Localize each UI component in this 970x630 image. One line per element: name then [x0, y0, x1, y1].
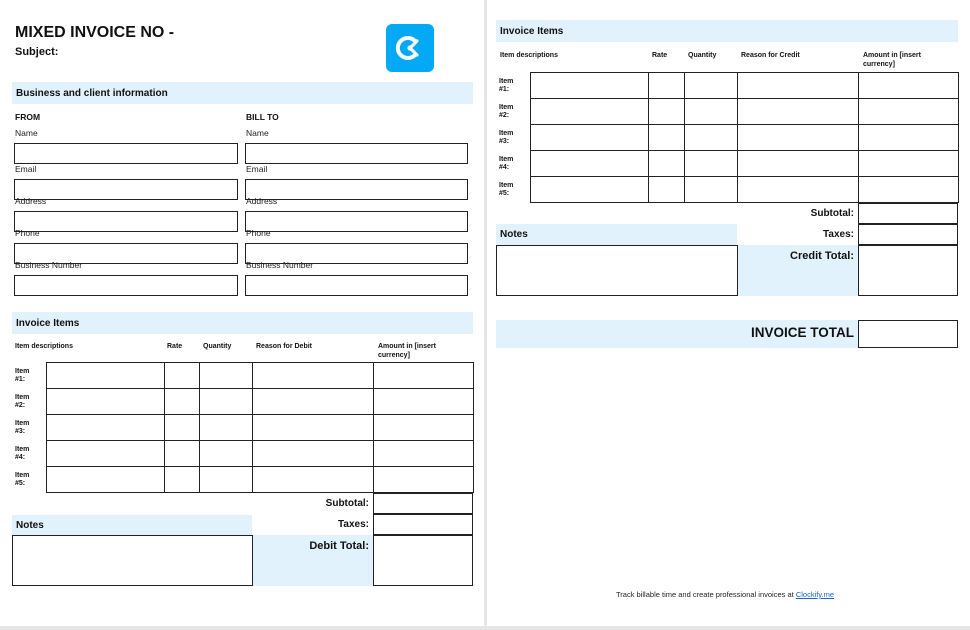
debit-notes-band: Notes [12, 515, 252, 535]
credit-item-label: Item #2: [499, 103, 514, 119]
from-email-field[interactable] [14, 179, 238, 200]
debit-notes-field[interactable] [12, 535, 253, 586]
debit-item-row [12, 467, 473, 493]
from-heading: FROM [15, 112, 41, 122]
credit-item-label: Item #3: [499, 129, 514, 145]
clockify-logo-icon [386, 24, 434, 72]
debit-item-label: Item #2: [15, 393, 30, 409]
credit-rate-cell[interactable] [648, 151, 684, 177]
credit-amount-cell[interactable] [858, 151, 958, 177]
credit-col-description: Item descriptions [500, 52, 558, 59]
debit-item-label: Item #4: [15, 445, 30, 461]
credit-quantity-cell[interactable] [684, 177, 737, 203]
credit-description-cell[interactable] [530, 125, 648, 151]
credit-reason-cell[interactable] [737, 177, 858, 203]
debit-rate-cell[interactable] [164, 363, 199, 389]
credit-description-cell[interactable] [530, 151, 648, 177]
credit-amount-cell[interactable] [858, 99, 958, 125]
debit-item-row [12, 363, 473, 389]
debit-col-description: Item descriptions [15, 343, 73, 350]
debit-total-field[interactable] [373, 535, 473, 586]
credit-quantity-cell[interactable] [684, 73, 737, 99]
from-phone-label: Phone [15, 228, 40, 238]
debit-rate-cell[interactable] [164, 415, 199, 441]
debit-rate-cell[interactable] [164, 441, 199, 467]
credit-item-row [496, 73, 958, 99]
credit-notes-band: Notes [496, 224, 737, 245]
debit-reason-cell[interactable] [252, 389, 373, 415]
bill-to-name-label: Name [246, 128, 269, 138]
credit-rate-cell[interactable] [648, 99, 684, 125]
debit-col-rate: Rate [167, 343, 183, 350]
from-email-label: Email [15, 164, 37, 174]
debit-item-row [12, 389, 473, 415]
credit-taxes-field[interactable] [858, 224, 958, 245]
credit-reason-cell[interactable] [737, 73, 858, 99]
page-bottom-edge [0, 626, 970, 630]
credit-total-label: Credit Total: [790, 250, 854, 262]
credit-reason-cell[interactable] [737, 125, 858, 151]
credit-rate-cell[interactable] [648, 125, 684, 151]
debit-description-cell[interactable] [46, 389, 164, 415]
debit-amount-cell[interactable] [373, 467, 473, 493]
credit-reason-cell[interactable] [737, 151, 858, 177]
debit-taxes-label: Taxes: [338, 519, 369, 530]
debit-amount-cell[interactable] [373, 363, 473, 389]
debit-items-band: Invoice Items [12, 312, 473, 334]
credit-notes-field[interactable] [496, 245, 738, 296]
debit-item-label: Item #3: [15, 419, 30, 435]
credit-items-table [496, 72, 959, 203]
credit-item-row [496, 125, 958, 151]
credit-rate-cell[interactable] [648, 73, 684, 99]
debit-amount-cell[interactable] [373, 441, 473, 467]
debit-description-cell[interactable] [46, 467, 164, 493]
debit-total-label: Debit Total: [309, 540, 369, 552]
debit-col-reason: Reason for Debit [256, 343, 313, 350]
credit-item-row [496, 151, 958, 177]
debit-quantity-cell[interactable] [199, 441, 252, 467]
credit-quantity-cell[interactable] [684, 151, 737, 177]
debit-taxes-field[interactable] [373, 514, 473, 535]
credit-description-cell[interactable] [530, 73, 648, 99]
debit-reason-cell[interactable] [252, 441, 373, 467]
credit-items-band: Invoice Items [496, 20, 958, 42]
credit-col-reason: Reason for Credit [741, 52, 800, 59]
debit-quantity-cell[interactable] [199, 467, 252, 493]
debit-amount-cell[interactable] [373, 415, 473, 441]
credit-amount-cell[interactable] [858, 73, 958, 99]
credit-col-rate: Rate [652, 52, 668, 59]
bill-to-name-field[interactable] [245, 143, 468, 164]
invoice-total-field[interactable] [858, 320, 958, 348]
debit-description-cell[interactable] [46, 441, 164, 467]
from-address-label: Address [15, 196, 47, 206]
from-name-field[interactable] [14, 143, 238, 164]
debit-col-quantity: Quantity [203, 343, 232, 350]
business-info-band: Business and client information [12, 82, 473, 104]
debit-rate-cell[interactable] [164, 467, 199, 493]
debit-item-label: Item #1: [15, 367, 30, 383]
credit-item-row [496, 177, 958, 203]
credit-item-label: Item #1: [499, 77, 514, 93]
debit-reason-cell[interactable] [252, 415, 373, 441]
debit-description-cell[interactable] [46, 363, 164, 389]
debit-quantity-cell[interactable] [199, 415, 252, 441]
debit-quantity-cell[interactable] [199, 389, 252, 415]
from-business-number-label: Business Number [15, 260, 83, 270]
credit-total-field[interactable] [858, 245, 958, 296]
clockify-link[interactable]: Clockify.me [795, 590, 835, 599]
debit-item-row [12, 441, 473, 467]
bill-to-business-number-label: Business Number [246, 260, 314, 270]
credit-taxes-label: Taxes: [823, 229, 854, 240]
bill-to-address-field[interactable] [245, 211, 468, 232]
debit-amount-cell[interactable] [373, 389, 473, 415]
credit-quantity-cell[interactable] [684, 99, 737, 125]
bill-to-business-number-field[interactable] [245, 275, 468, 296]
credit-item-label: Item #4: [499, 155, 514, 171]
debit-description-cell[interactable] [46, 415, 164, 441]
credit-item-row [496, 99, 958, 125]
debit-item-row [12, 415, 473, 441]
credit-subtotal-label: Subtotal: [810, 208, 854, 219]
from-name-label: Name [15, 128, 38, 138]
debit-col-amount: Amount in [insert currency] [378, 343, 436, 359]
bill-to-heading: BILL TO [246, 112, 279, 122]
debit-subtotal-field[interactable] [373, 493, 473, 514]
credit-item-label: Item #5: [499, 181, 514, 197]
footer-text [616, 590, 834, 599]
debit-quantity-cell[interactable] [199, 363, 252, 389]
credit-amount-cell[interactable] [858, 177, 958, 203]
credit-description-cell[interactable] [530, 99, 648, 125]
debit-subtotal-label: Subtotal: [325, 498, 369, 509]
debit-items-table [12, 362, 474, 493]
bill-to-phone-label: Phone [246, 228, 271, 238]
debit-rate-cell[interactable] [164, 389, 199, 415]
debit-reason-cell[interactable] [252, 467, 373, 493]
page-divider [484, 0, 487, 630]
credit-description-cell[interactable] [530, 177, 648, 203]
subject-label: Subject: [15, 46, 59, 58]
bill-to-address-label: Address [246, 196, 278, 206]
from-business-number-field[interactable] [14, 275, 238, 296]
credit-col-quantity: Quantity [688, 52, 717, 59]
footer-message: Track billable time and create professional invoices at [616, 590, 794, 599]
debit-reason-cell[interactable] [252, 363, 373, 389]
credit-col-amount: Amount in [insert currency] [863, 52, 921, 68]
credit-reason-cell[interactable] [737, 99, 858, 125]
debit-item-label: Item #5: [15, 471, 30, 487]
invoice-title: MIXED INVOICE NO - [15, 24, 175, 41]
bill-to-email-label: Email [246, 164, 268, 174]
invoice-total-label: INVOICE TOTAL [750, 325, 854, 340]
from-address-field[interactable] [14, 211, 238, 232]
credit-rate-cell[interactable] [648, 177, 684, 203]
credit-amount-cell[interactable] [858, 125, 958, 151]
credit-quantity-cell[interactable] [684, 125, 737, 151]
bill-to-email-field[interactable] [245, 179, 468, 200]
credit-subtotal-field[interactable] [858, 203, 958, 224]
